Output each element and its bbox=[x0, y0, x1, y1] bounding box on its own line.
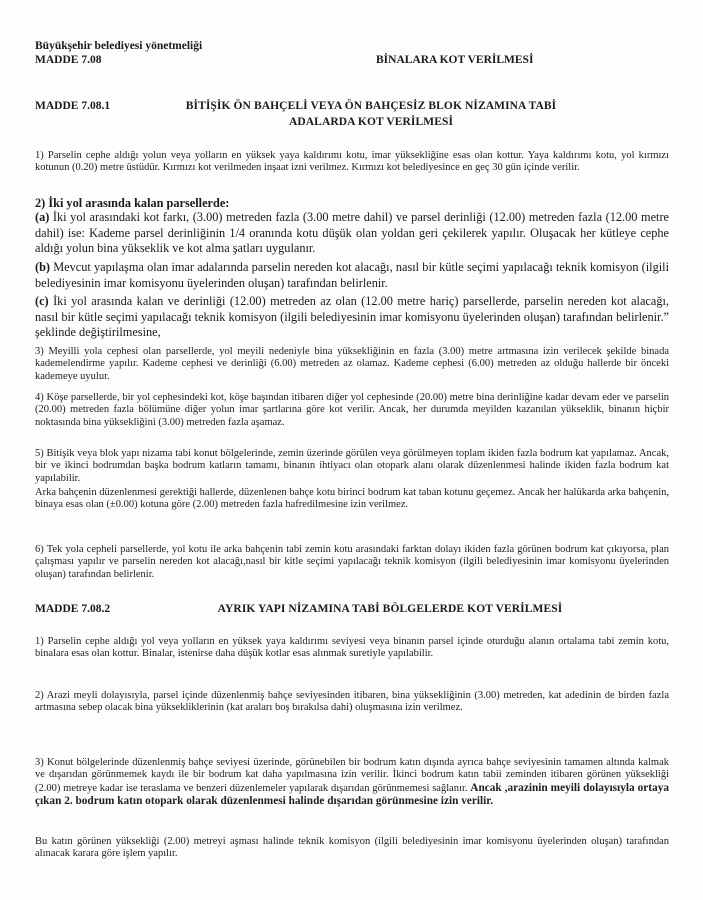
item-text-c: İki yol arasında kalan ve derinliği (12.00) metreden az olan (12.00 metre hariç) parsellerde, parselin nereden kot alacağı, nasıl bir kütle seçimi yapılacağı teknik komisyon (ilgili belediyesinin imar komisyonu üyelerinden oluşan) tarafından belirlenir.” şeklinde değiştirilmesine, bbox=[35, 294, 669, 340]
item-text-a: İki yol arasındaki kot farkı, (3.00) metreden fazla (3.00 metre dahil) ve parsel derinliği (12.00) metreden fazla (12.00 metre dahil) ise: Kademe parsel derinliğinin 1/4 oranında kotu düşük olan yoldan geri çekilerek yapılır. Oluşacak her kütleye cephe aldığı yolun bina yükseklik ve kot alma şatları uygulanır. bbox=[35, 210, 669, 256]
section2-paragraph-3 bbox=[35, 757, 669, 808]
section1-paragraph-6: 6) Tek yola cepheli parsellerde, yol kotu ile arka bahçenin tabi zemin kotu arasındaki farktan dolayı ikiden fazla görünen bodrum kat çıkıyorsa, plan çalışması yapılır ve parselin nereden kot alacağı,nasıl bir kitle seçimi yapılacağı teknik komisyon (ilgili belediyesinin imar komisyonu üyelerinden oluşan) tarafından belirlenir. bbox=[35, 544, 669, 580]
section2-paragraph-3b: Bu katın görünen yüksekliği (2.00) metreyi aşması halinde teknik komisyon (ilgili belediyesinin imar komisyonu üyelerinden oluşan) tarafından alınacak karara göre işlem yapılır. bbox=[35, 836, 669, 860]
section1-paragraph-2b bbox=[35, 260, 669, 291]
item-text-b: Mevcut yapılaşma olan imar adalarında parselin nereden kot alacağı, nasıl bir kütle seçimi yapılacağı teknik komisyon (ilgili belediyesinin imar komisyonu üyelerinden oluşan) tarafından belirlenir. bbox=[35, 260, 669, 290]
section2-paragraph-3-text: 3) Konut bölgelerinde düzenlenmiş bahçe seviyesi üzerinde, görünebilen bir bodrum katın dışında ayrıca bahçe seviyesinin tamamen altında kalmak ve dışarıdan görünmemek kaydı ile bir bodrum kat daha yapılmasına izin verilir. İkinci bodrum katın tabii zeminden itibaren görünen yüksekliği (2.00) metreye kadar ise teraslama ve benzeri düzenlemeler yapılarak dışarıdan görünmemesi sağlanır. bbox=[35, 757, 669, 794]
section1-paragraph-2a bbox=[35, 210, 669, 257]
section2-article-number: MADDE 7.08.2 bbox=[35, 603, 111, 615]
section2-paragraph-1: 1) Parselin cephe aldığı yol veya yolların en yüksek yaya kaldırımı seviyesi veya binanın parsel içinde oturduğu alanın ortalama tabi zemin kotu, binalara esas olan kottur. Binalar, istenirse daha düşük kotlar esas alınmak suretiyle yapılabilir. bbox=[35, 636, 669, 660]
section1-paragraph-2-heading: 2) İki yol arasında kalan parsellerde: bbox=[35, 196, 230, 210]
section1-paragraph-4: 4) Köşe parsellerde, bir yol cephesindeki kot, köşe başından itibaren diğer yol cephesinde (20.00) metre bina derinliğine kadar devam eder ve parselin (20.00) metreden fazla bölümüne diğer yolun imar şartlarına göre kot verilir. Ancak, her durumda meyilden kazanılan yükseklik, binanın hiçbir noktasında bina yüksekliğini (3.00) metreden fazla aşamaz. bbox=[35, 392, 669, 428]
item-label-c: (c) bbox=[35, 294, 49, 308]
section1-paragraph-1: 1) Parselin cephe aldığı yolun veya yolların en yüksek yaya kaldırımı kotu, imar yüksekliğine esas olan kottur. Yaya kaldırımı kotu, yol kırmızı kotunun (0.20) metre üstüdür. Kırmızı kot verilmeden inşaat izni verilmez. Kırmızı kot belediyesince en geç 30 gün içinde verilir. bbox=[35, 150, 669, 174]
section1-paragraph-3: 3) Meyilli yola cephesi olan parsellerde, yol meyili nedeniyle bina yüksekliğinin en fazla (3.00) metre artmasına izin verilecek şekilde binada kademelendirme yapılır. Kademe cephesi ve derinliği (6.00) metreden az olamaz. Kademe cephesi (6.00) metreden az olduğu hallerde bir önceki kademeye uyulur. bbox=[35, 346, 669, 382]
section1-paragraph-5: 5) Bitişik veya blok yapı nizama tabi konut bölgelerinde, zemin üzerinde görülen veya görülmeyen toplam ikiden fazla bodrum kat yapılamaz. Ancak, bir ve ikinci bodrumdan başka bodrum katların tamamı, binanın ihtiyacı olan otopark alanı olarak düzenlenmesi halinde ikiden fazla bodrum kat yapılabilir. bbox=[35, 448, 669, 484]
item-label-a: (a) bbox=[35, 210, 50, 224]
section2-title: AYRIK YAPI NİZAMINA TABİ BÖLGELERDE KOT VERİLMESİ bbox=[217, 603, 563, 615]
header-regulation-name: Büyükşehir belediyesi yönetmeliği bbox=[35, 40, 203, 52]
header-article-number: MADDE 7.08 bbox=[35, 54, 102, 66]
section2-paragraph-3-emphasis: Ancak ,arazinin meyili dolayısıyla ortaya çıkan 2. bodrum katın otopark olarak düzenlenmesi halinde dışarıdan görünmesine izin verilir. bbox=[35, 781, 669, 807]
section1-paragraph-5b: Arka bahçenin düzenlenmesi gerektiği hallerde, düzenlenen bahçe kotu birinci bodrum kat taban kotunu geçemez. Ancak her halükarda arka bahçenin, binaya esas olan (±0.00) kotuna göre (2.00) metreden fazla hafredilmesine izin verilmez. bbox=[35, 487, 669, 511]
section2-paragraph-2: 2) Arazi meyli dolayısıyla, parsel içinde düzenlenmiş bahçe seviyesinden itibaren, bina yüksekliğinin (3.00) metreden, kat adedinin de birden fazla artmasına sebep olacak bina yüksekliklerinin (kat araları boş bırakılsa dahi) oluşmasına izin verilmez. bbox=[35, 690, 669, 714]
header-article-title: BİNALARA KOT VERİLMESİ bbox=[376, 54, 534, 66]
section1-title-line1: BİTİŞİK ÖN BAHÇELİ VEYA ÖN BAHÇESİZ BLOK NİZAMINA TABİ bbox=[185, 100, 557, 112]
section1-paragraph-2c bbox=[35, 294, 669, 341]
section1-article-number: MADDE 7.08.1 bbox=[35, 100, 111, 112]
item-label-b: (b) bbox=[35, 260, 51, 274]
section1-title-line2: ADALARDA KOT VERİLMESİ bbox=[288, 116, 454, 128]
